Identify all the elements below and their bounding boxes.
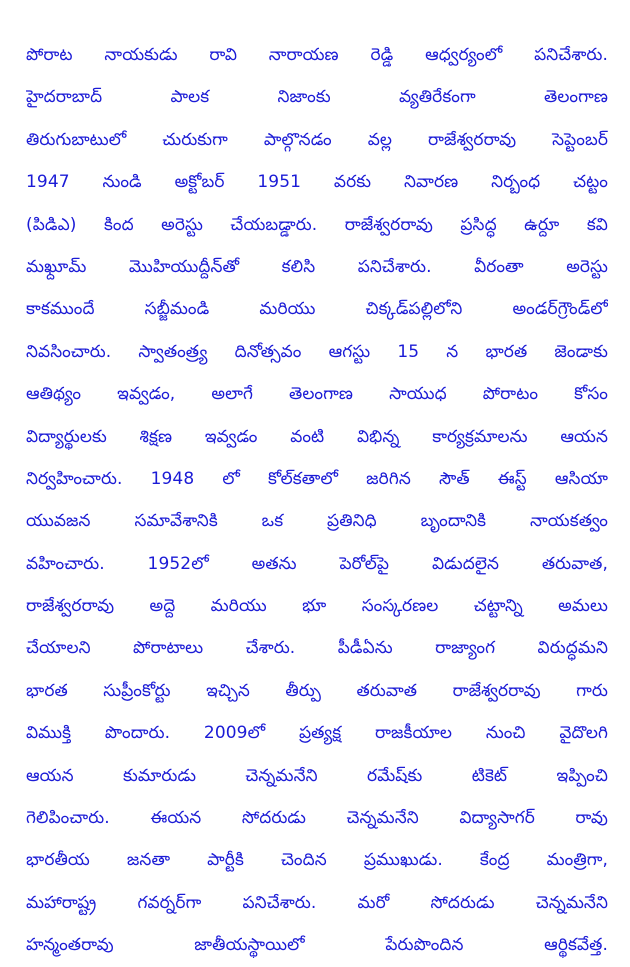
text-line: యువజన సమావేశానికి ఒక ప్రతినిధి బృందానికి నాయకత్వం — [26, 511, 608, 532]
text-line: చేయాలని పోరాటాలు చేశారు. పీడీఏను రాజ్యాంగ విరుద్ధమని — [26, 638, 608, 659]
text-line: రాజేశ్వరరావు అద్దె మరియు భూ సంస్కరణల చట్టాన్ని అమలు — [26, 596, 608, 617]
text-line: మహారాష్ట్ర గవర్నర్‌గా పనిచేశారు. మరో సోదరుడు చెన్నమనేని — [26, 892, 608, 913]
text-line: హన్మంతరావు జాతీయస్థాయిలో పేరుపొందిన ఆర్థికవేత్త. — [26, 935, 608, 956]
text-line: విద్యార్థులకు శిక్షణ ఇవ్వడం వంటి విభిన్న కార్యక్రమాలను ఆయన — [26, 426, 608, 447]
text-line: ఆతిథ్యం ఇవ్వడం, అలాగే తెలంగాణ సాయుధ పోరాటం కోసం — [26, 384, 608, 405]
text-line: విముక్తి పొందారు. 2009లో ప్రత్యక్ష రాజకీయాల నుంచి వైదొలగి — [26, 723, 608, 744]
text-line: (పిడిఎ) కింద అరెస్టు చేయబడ్డారు. రాజేశ్వరరావు ప్రసిద్ధ ఉర్దూ కవి — [26, 214, 608, 235]
text-line: భారతీయ జనతా పార్టీకి చెందిన ప్రముఖుడు. కేంద్ర మంత్రిగా, — [26, 850, 608, 871]
text-line: వహించారు. 1952లో అతను పెరోల్‌పై విడుదలైన తరువాత, — [26, 553, 608, 574]
text-line: భారత సుప్రీంకోర్టు ఇచ్చిన తీర్పు తరువాత రాజేశ్వరరావు గారు — [26, 680, 608, 701]
text-line: గెలిపించారు. ఈయన సోదరుడు చెన్నమనేని విద్యాసాగర్ రావు — [26, 808, 608, 829]
text-line: నివసించారు. స్వాతంత్ర్య దినోత్సవం ఆగస్టు 15 న భారత జెండాకు — [26, 341, 608, 362]
text-line: 1947 నుండి అక్టోబర్ 1951 వరకు నివారణ నిర్బంధ చట్టం — [26, 172, 608, 193]
text-line: తిరుగుబాటులో చురుకుగా పాల్గొనడం వల్ల రాజేశ్వరరావు సెప్టెంబర్ — [26, 129, 608, 150]
text-line: ఆయన కుమారుడు చెన్నమనేని రమేష్‌కు టికెట్ ఇప్పించి — [26, 765, 608, 786]
text-line: మఖ్దూమ్ మొహియుద్దీన్‌తో కలిసి పనిచేశారు. వీరంతా అరెస్టు — [26, 256, 608, 277]
text-line: నిర్వహించారు. 1948 లో కోల్‌కతాలో జరిగిన సౌత్ ఈస్ట్ ఆసియా — [26, 468, 608, 489]
text-line: హైదరాబాద్ పాలక నిజాంకు వ్యతిరేకంగా తెలంగాణ — [26, 87, 608, 108]
text-line: కాకముందే సబ్జీమండి మరియు చిక్కడ్‌పల్లిలోని అండర్‌గ్రౌండ్‌లో — [26, 299, 608, 320]
text-line: పోరాట నాయకుడు రావి నారాయణ రెడ్డి ఆధ్వర్యంలో పనిచేశారు. — [26, 45, 608, 65]
